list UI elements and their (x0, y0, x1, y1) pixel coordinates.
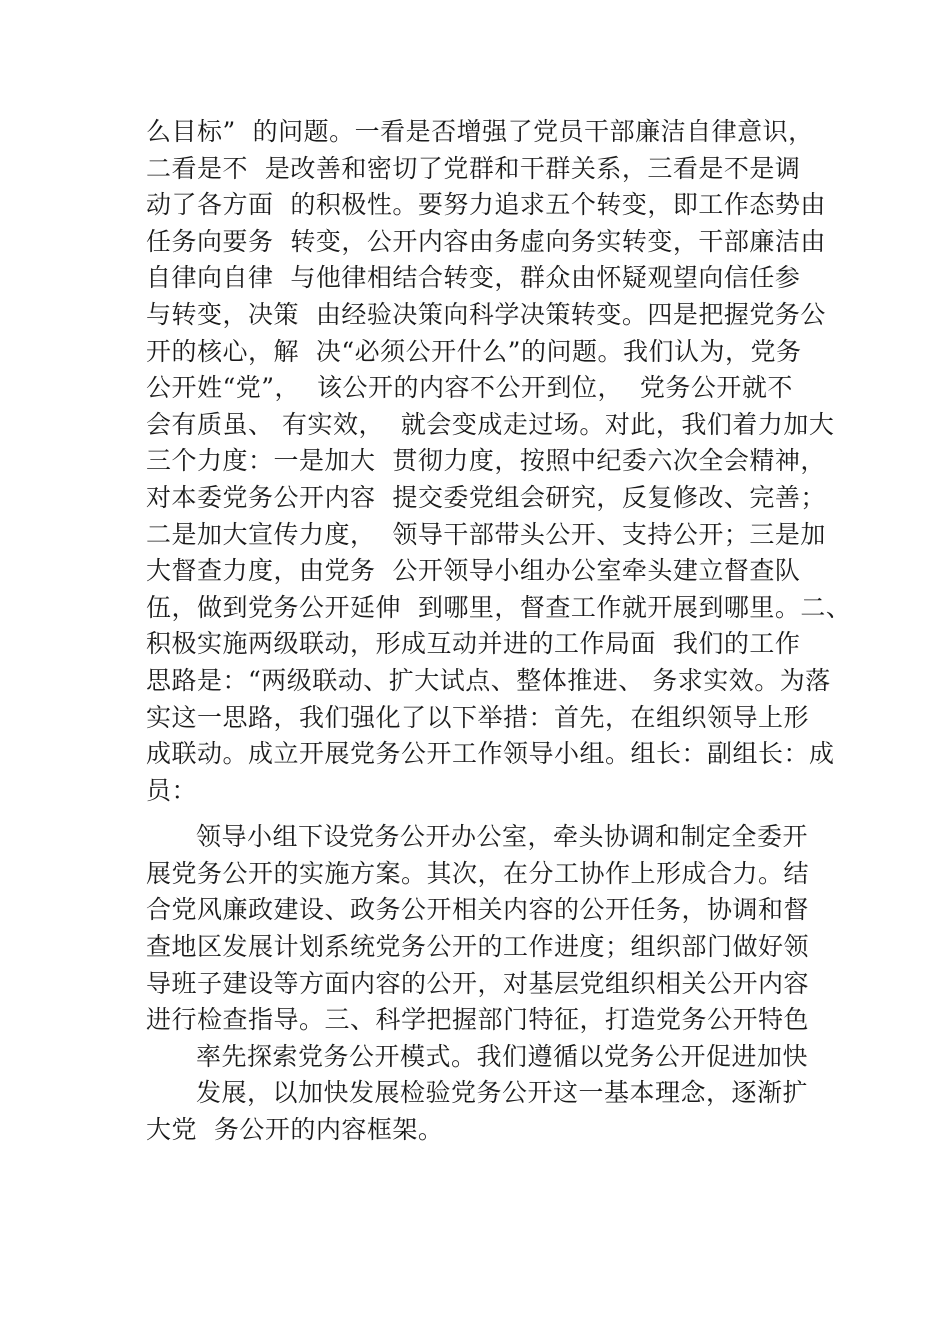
text-line: 实这一思路，我们强化了以下举措：首先，在组织领导上形 (146, 702, 810, 732)
text-line: 公开姓“党”， 该公开的内容不公开到位， 党务公开就不 (146, 373, 793, 403)
text-line: 三个力度：一是加大 贯彻力度，按照中纪委六次全会精神， (146, 446, 826, 476)
text-line: 么目标” 的问题。一看是否增强了党员干部廉洁自律意识， (146, 117, 814, 146)
text-line: 查地区发展计划系统党务公开的工作进度；组织部门做好领 (146, 932, 810, 962)
text-line: 任务向要务 转变，公开内容由务虚向务实转变，干部廉洁由 (146, 226, 826, 256)
text-line: 动了各方面 的积极性。要努力追求五个转变，即工作态势由 (146, 190, 826, 220)
text-line: 成联动。成立开展党务公开工作领导小组。组长：副组长：成 (146, 739, 835, 769)
paragraph-first-line: 发展，以加快发展检验党务公开这一基本理念，逐渐扩 (196, 1078, 809, 1108)
paragraph-first-line: 率先探索党务公开模式。我们遵循以党务公开促进加快 (196, 1041, 809, 1071)
text-line: 思路是：“两级联动、扩大试点、整体推进、 务求实效。为落 (146, 665, 831, 695)
body-text (146, 114, 852, 1149)
text-line: 二是加大宣传力度， 领导干部带头公开、支持公开；三是加 (146, 519, 826, 549)
text-line: 伍，做到党务公开延伸 到哪里，督查工作就开展到哪里。二、 (146, 592, 852, 622)
text-line: 大督查力度，由党务 公开领导小组办公室牵头建立督查队 (146, 556, 801, 586)
text-line: 展党务公开的实施方案。其次，在分工协作上形成合力。结 (146, 858, 810, 888)
text-line: 大党 务公开的内容框架。 (146, 1115, 444, 1145)
text-line: 开的核心，解 决“必须公开什么”的问题。我们认为，党务 (146, 336, 802, 366)
text-line: 与转变，决策 由经验决策向科学决策转变。四是把握党务公 (146, 299, 826, 329)
text-line: 合党风廉政建设、政务公开相关内容的公开任务，协调和督 (146, 895, 810, 925)
text-line: 对本委党务公开内容 提交委党组会研究，反复修改、完善； (146, 482, 826, 512)
text-line: 积极实施两级联动，形成互动并进的工作局面 我们的工作 (146, 629, 801, 659)
text-line: 进行检查指导。三、科学把握部门特征，打造党务公开特色 (146, 1005, 810, 1035)
text-line: 员： (146, 775, 198, 805)
text-line: 自律向自律 与他律相结合转变，群众由怀疑观望向信任参 (146, 263, 801, 293)
text-line: 二看是不 是改善和密切了党群和干群关系，三看是不是调 (146, 153, 801, 183)
text-line: 导班子建设等方面内容的公开，对基层党组织相关公开内容 (146, 968, 810, 998)
text-line: 会有质虽、 有实效， 就会变成走过场。对此，我们着力加大 (146, 409, 835, 439)
paragraph-first-line: 领导小组下设党务公开办公室，牵头协调和制定全委开 (196, 822, 809, 852)
